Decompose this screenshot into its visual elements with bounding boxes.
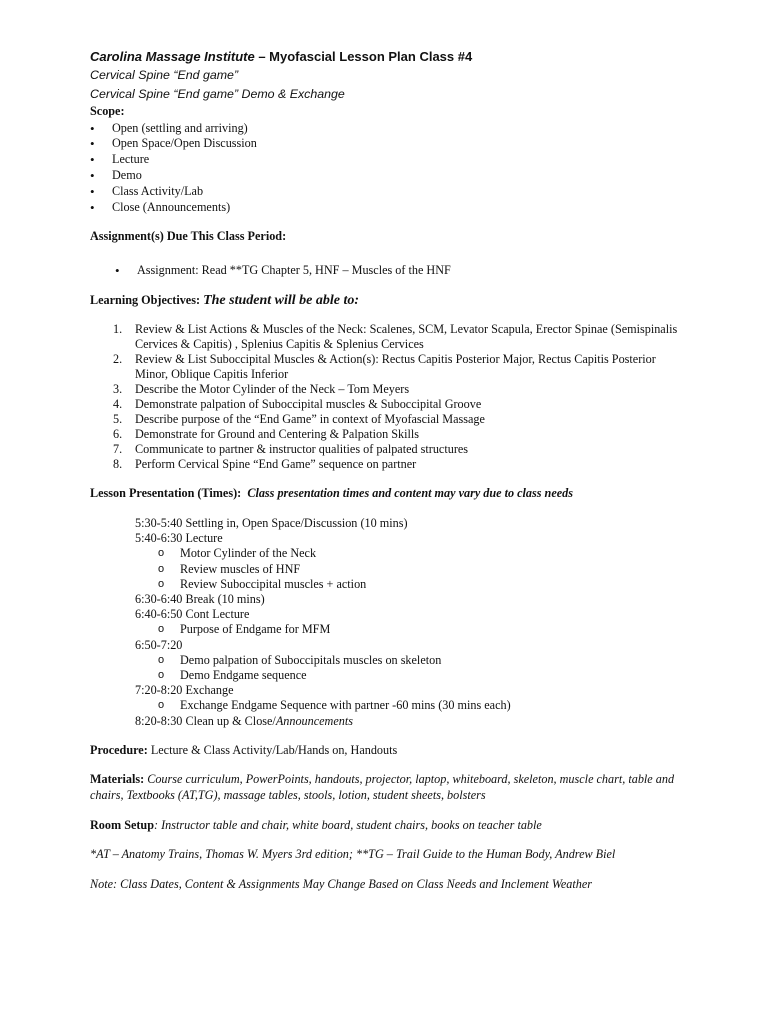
presentation-note: Class presentation times and content may vary due to class needs bbox=[247, 486, 573, 501]
lesson-plan-document bbox=[90, 47, 690, 892]
scope-heading: Scope: bbox=[90, 104, 125, 118]
scope-item: • Close (Announcements) bbox=[90, 200, 690, 216]
scope-list bbox=[90, 121, 690, 216]
assignments-heading: Assignment(s) Due This Class Period: bbox=[90, 229, 287, 244]
objective-item: 4. Demonstrate palpation of Suboccipital muscles & Suboccipital Groove bbox=[113, 397, 482, 412]
presentation-heading bbox=[90, 486, 690, 502]
scope-item: • Class Activity/Lab bbox=[90, 184, 690, 200]
objectives-list bbox=[113, 322, 690, 472]
objective-item: 6. Demonstrate for Ground and Centering & Palpation Skills bbox=[113, 427, 419, 442]
schedule-subitem: o Review muscles of HNF bbox=[158, 561, 301, 576]
materials-text: Course curriculum, PowerPoints, handouts, projector, laptop, whiteboard, skeleton, muscle chart, table and chairs, Textbooks (AT,TG), massage tables, stools, lotion, student sheets, bolsters bbox=[90, 772, 675, 802]
schedule-time: 5:30-5:40 Settling in, Open Space/Discussion (10 mins) bbox=[135, 515, 408, 530]
objective-item: 5. Describe purpose of the “End Game” in context of Myofascial Massage bbox=[113, 412, 485, 427]
schedule-time-last: 8:20-8:30 Clean up & Close/Announcements bbox=[135, 713, 353, 728]
objective-item: 3. Describe the Motor Cylinder of the Neck – Tom Meyers bbox=[113, 382, 410, 397]
objectives-label: Learning Objectives: bbox=[90, 292, 204, 307]
scope-item: • Demo bbox=[90, 168, 690, 184]
footnote: *AT – Anatomy Trains, Thomas W. Myers 3rd edition; **TG – Trail Guide to the Human Body, Andrew Biel bbox=[90, 847, 616, 862]
objectives-lead: The student will be able to: bbox=[203, 292, 360, 308]
scope-item: • Lecture bbox=[90, 152, 690, 168]
objectives-heading bbox=[90, 293, 690, 309]
schedule-time: 6:50-7:20 bbox=[135, 637, 183, 652]
materials-label: Materials: bbox=[90, 772, 145, 787]
procedure-text: Lecture & Class Activity/Lab/Hands on, Handouts bbox=[147, 742, 398, 757]
objective-item: 1. Review & List Actions & Muscles of the Neck: Scalenes, SCM, Levator Scapula, Erector Spinae (Semispinalis Cervices & Capitis) , Splenius Capitis & Splenius Cervices bbox=[113, 322, 678, 352]
objective-item: 7. Communicate to partner & instructor qualities of palpated structures bbox=[113, 442, 469, 457]
schedule-subitem: o Exchange Endgame Sequence with partner -60 mins (30 mins each) bbox=[158, 698, 511, 713]
schedule-subitem: o Purpose of Endgame for MFM bbox=[158, 622, 331, 637]
schedule-time: 7:20-8:20 Exchange bbox=[135, 683, 234, 698]
subtitle-1: Cervical Spine “End game” bbox=[90, 68, 239, 82]
schedule bbox=[135, 516, 690, 729]
schedule-time: 6:30-6:40 Break (10 mins) bbox=[135, 591, 265, 606]
schedule-subitem: o Review Suboccipital muscles + action bbox=[158, 576, 367, 591]
room-setup-label: Room Setup bbox=[90, 817, 154, 832]
objective-item: 2. Review & List Suboccipital Muscles & Action(s): Rectus Capitis Posterior Major, Rectus Capitis Posterior Minor, Oblique Capitis Inferior bbox=[113, 352, 656, 382]
procedure-label: Procedure: bbox=[90, 742, 148, 757]
procedure-line bbox=[90, 743, 690, 759]
schedule-subitem: o Motor Cylinder of the Neck bbox=[158, 546, 317, 561]
schedule-time: 6:40-6:50 Cont Lecture bbox=[135, 607, 250, 622]
materials-line bbox=[90, 772, 690, 803]
note: Note: Class Dates, Content & Assignments May Change Based on Class Needs and Inclement Weather bbox=[90, 876, 593, 891]
schedule-subitem: o Demo Endgame sequence bbox=[158, 667, 307, 682]
room-setup-text: : Instructor table and chair, white board, student chairs, books on teacher table bbox=[154, 817, 542, 832]
schedule-subitem: o Demo palpation of Suboccipitals muscles on skeleton bbox=[158, 652, 442, 667]
title-rest: – Myofascial Lesson Plan Class #4 bbox=[254, 49, 473, 64]
assignment-item: • Assignment: Read **TG Chapter 5, HNF – Muscles of the HNF bbox=[115, 263, 690, 279]
objective-item: 8. Perform Cervical Spine “End Game” sequence on partner bbox=[113, 457, 417, 472]
document-title bbox=[90, 47, 690, 66]
institute-name: Carolina Massage Institute bbox=[90, 49, 255, 64]
subtitle-2: Cervical Spine “End game” Demo & Exchange bbox=[90, 87, 345, 101]
assignments-list bbox=[115, 263, 690, 279]
scope-item: • Open (settling and arriving) bbox=[90, 121, 690, 137]
room-setup-line bbox=[90, 818, 690, 834]
scope-item: • Open Space/Open Discussion bbox=[90, 136, 690, 152]
presentation-label: Lesson Presentation (Times): bbox=[90, 486, 242, 501]
schedule-time: 5:40-6:30 Lecture bbox=[135, 531, 223, 546]
